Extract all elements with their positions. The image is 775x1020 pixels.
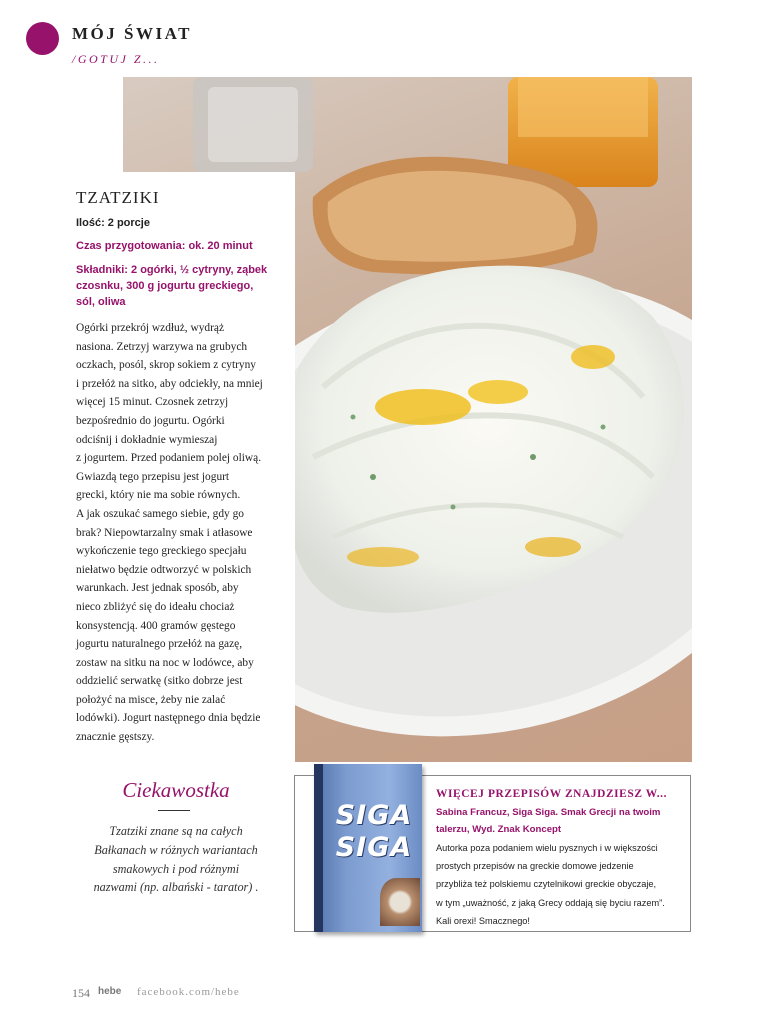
promo-book-info <box>436 804 686 838</box>
body-line: nasiona. Zetrzyj warzywa na grubych <box>76 340 248 353</box>
promo-desc-line: prostych przepisów na greckie domowe jedzenie <box>436 861 634 872</box>
body-line: bezpośrednio do jogurtu. Ogórki <box>76 414 225 427</box>
body-line: Gwiazdą tego przepisu jest jogurt <box>76 470 230 483</box>
recipe-quantity: Ilość: 2 porcje <box>76 217 150 229</box>
recipe-prep-time: Czas przygotowania: ok. 20 minut <box>76 240 253 252</box>
body-line: warunkach. Jest jednak sposób, aby <box>76 582 239 595</box>
body-line: grecki, który nie ma sobie równych. <box>76 489 241 502</box>
recipe-body <box>76 319 286 747</box>
curiosity-title: Ciekawostka <box>122 778 230 802</box>
ingredients-line: sól, oliwa <box>76 296 126 308</box>
promo-description <box>436 839 694 930</box>
curiosity-line: Bałkanach w różnych wariantach <box>94 842 258 857</box>
book-cover-title-line: SIGA <box>335 832 413 863</box>
body-line: wykończenie tego greckiego specjału <box>76 545 247 558</box>
body-line: lodówki). Jogurt następnego dnia będzie <box>76 712 261 725</box>
body-line: brak? Niepowtarzalny smak i atłasowe <box>76 526 253 539</box>
body-line: więcej 15 minut. Czosnek zetrzyj <box>76 396 229 409</box>
footer-logo: hebe <box>98 986 122 997</box>
body-line: odciśnij i dokładnie wymieszaj <box>76 433 218 446</box>
body-line: nieco zbliżyć się do ideału chociaż <box>76 600 235 613</box>
book-spine <box>314 764 323 932</box>
body-line: niełatwo będzie odtworzyć w polskich <box>76 563 252 576</box>
promo-heading: WIĘCEJ PRZEPISÓW ZNAJDZIESZ W... <box>436 788 668 800</box>
footer-url: facebook.com/hebe <box>137 986 240 998</box>
ingredients-line: Składniki: 2 ogórki, ½ cytryny, ząbek <box>76 264 268 276</box>
ingredients-line: czosnku, 300 g jogurtu greckiego, <box>76 280 254 292</box>
body-line: znacznie gęstszy. <box>76 731 155 744</box>
body-line: konsystencją. 400 gramów gęstego <box>76 619 236 632</box>
body-line: jogurtu naturalnego przełóż na gazę, <box>76 638 243 651</box>
promo-desc-line: Kali orexi! Smacznego! <box>436 915 530 926</box>
body-line: zostaw na sitku na noc w lodówce, aby <box>76 656 254 669</box>
book-cover-title-line: SIGA <box>335 800 413 831</box>
section-title: MÓJ ŚWIAT <box>72 24 192 43</box>
recipe-title: TZATZIKI <box>76 188 160 207</box>
curiosity-line: Tzatziki znane są na całych <box>109 824 243 838</box>
book-cover-title <box>326 800 422 864</box>
body-line: A jak oszukać samego siebie, gdy go <box>76 507 244 520</box>
section-subtitle: /GOTUJ Z... <box>72 52 160 66</box>
body-line: oczkach, posól, skrop sokiem z cytryny <box>76 359 256 372</box>
body-line: położyć na misce, żeby nie zalać <box>76 693 226 706</box>
curiosity-line: smakowych i pod różnymi <box>112 861 240 876</box>
promo-desc-line: w tym „uważność, z jaką Grecy oddają się byciu razem”. <box>436 897 665 908</box>
promo-book-line: talerzu, Wyd. Znak Koncept <box>436 824 562 835</box>
section-dot-icon <box>26 22 59 55</box>
page-number: 154 <box>72 986 90 1000</box>
promo-desc-line: Autorka poza podaniem wielu pysznych i w większości <box>436 843 658 853</box>
body-line: i przełóż na sitko, aby odciekły, na mniej <box>76 377 263 390</box>
book-cover-photo <box>380 878 420 926</box>
body-line: Ogórki przekrój wzdłuż, wydrąż <box>76 322 225 334</box>
curiosity-line: nazwami (np. albański - tarator) . <box>93 880 259 895</box>
recipe-ingredients <box>76 262 281 310</box>
promo-desc-line: przybliża też polskiemu czytelnikowi greckie obyczaje, <box>436 879 657 890</box>
promo-book-line: Sabina Francuz, Siga Siga. Smak Grecji na twoim <box>436 807 661 818</box>
curiosity-divider <box>158 810 190 811</box>
body-line: oddzielić serwatkę (sitko dobrze jest <box>76 675 243 688</box>
curiosity-text <box>76 822 276 897</box>
body-line: z jogurtem. Przed podaniem polej oliwą. <box>76 452 262 465</box>
